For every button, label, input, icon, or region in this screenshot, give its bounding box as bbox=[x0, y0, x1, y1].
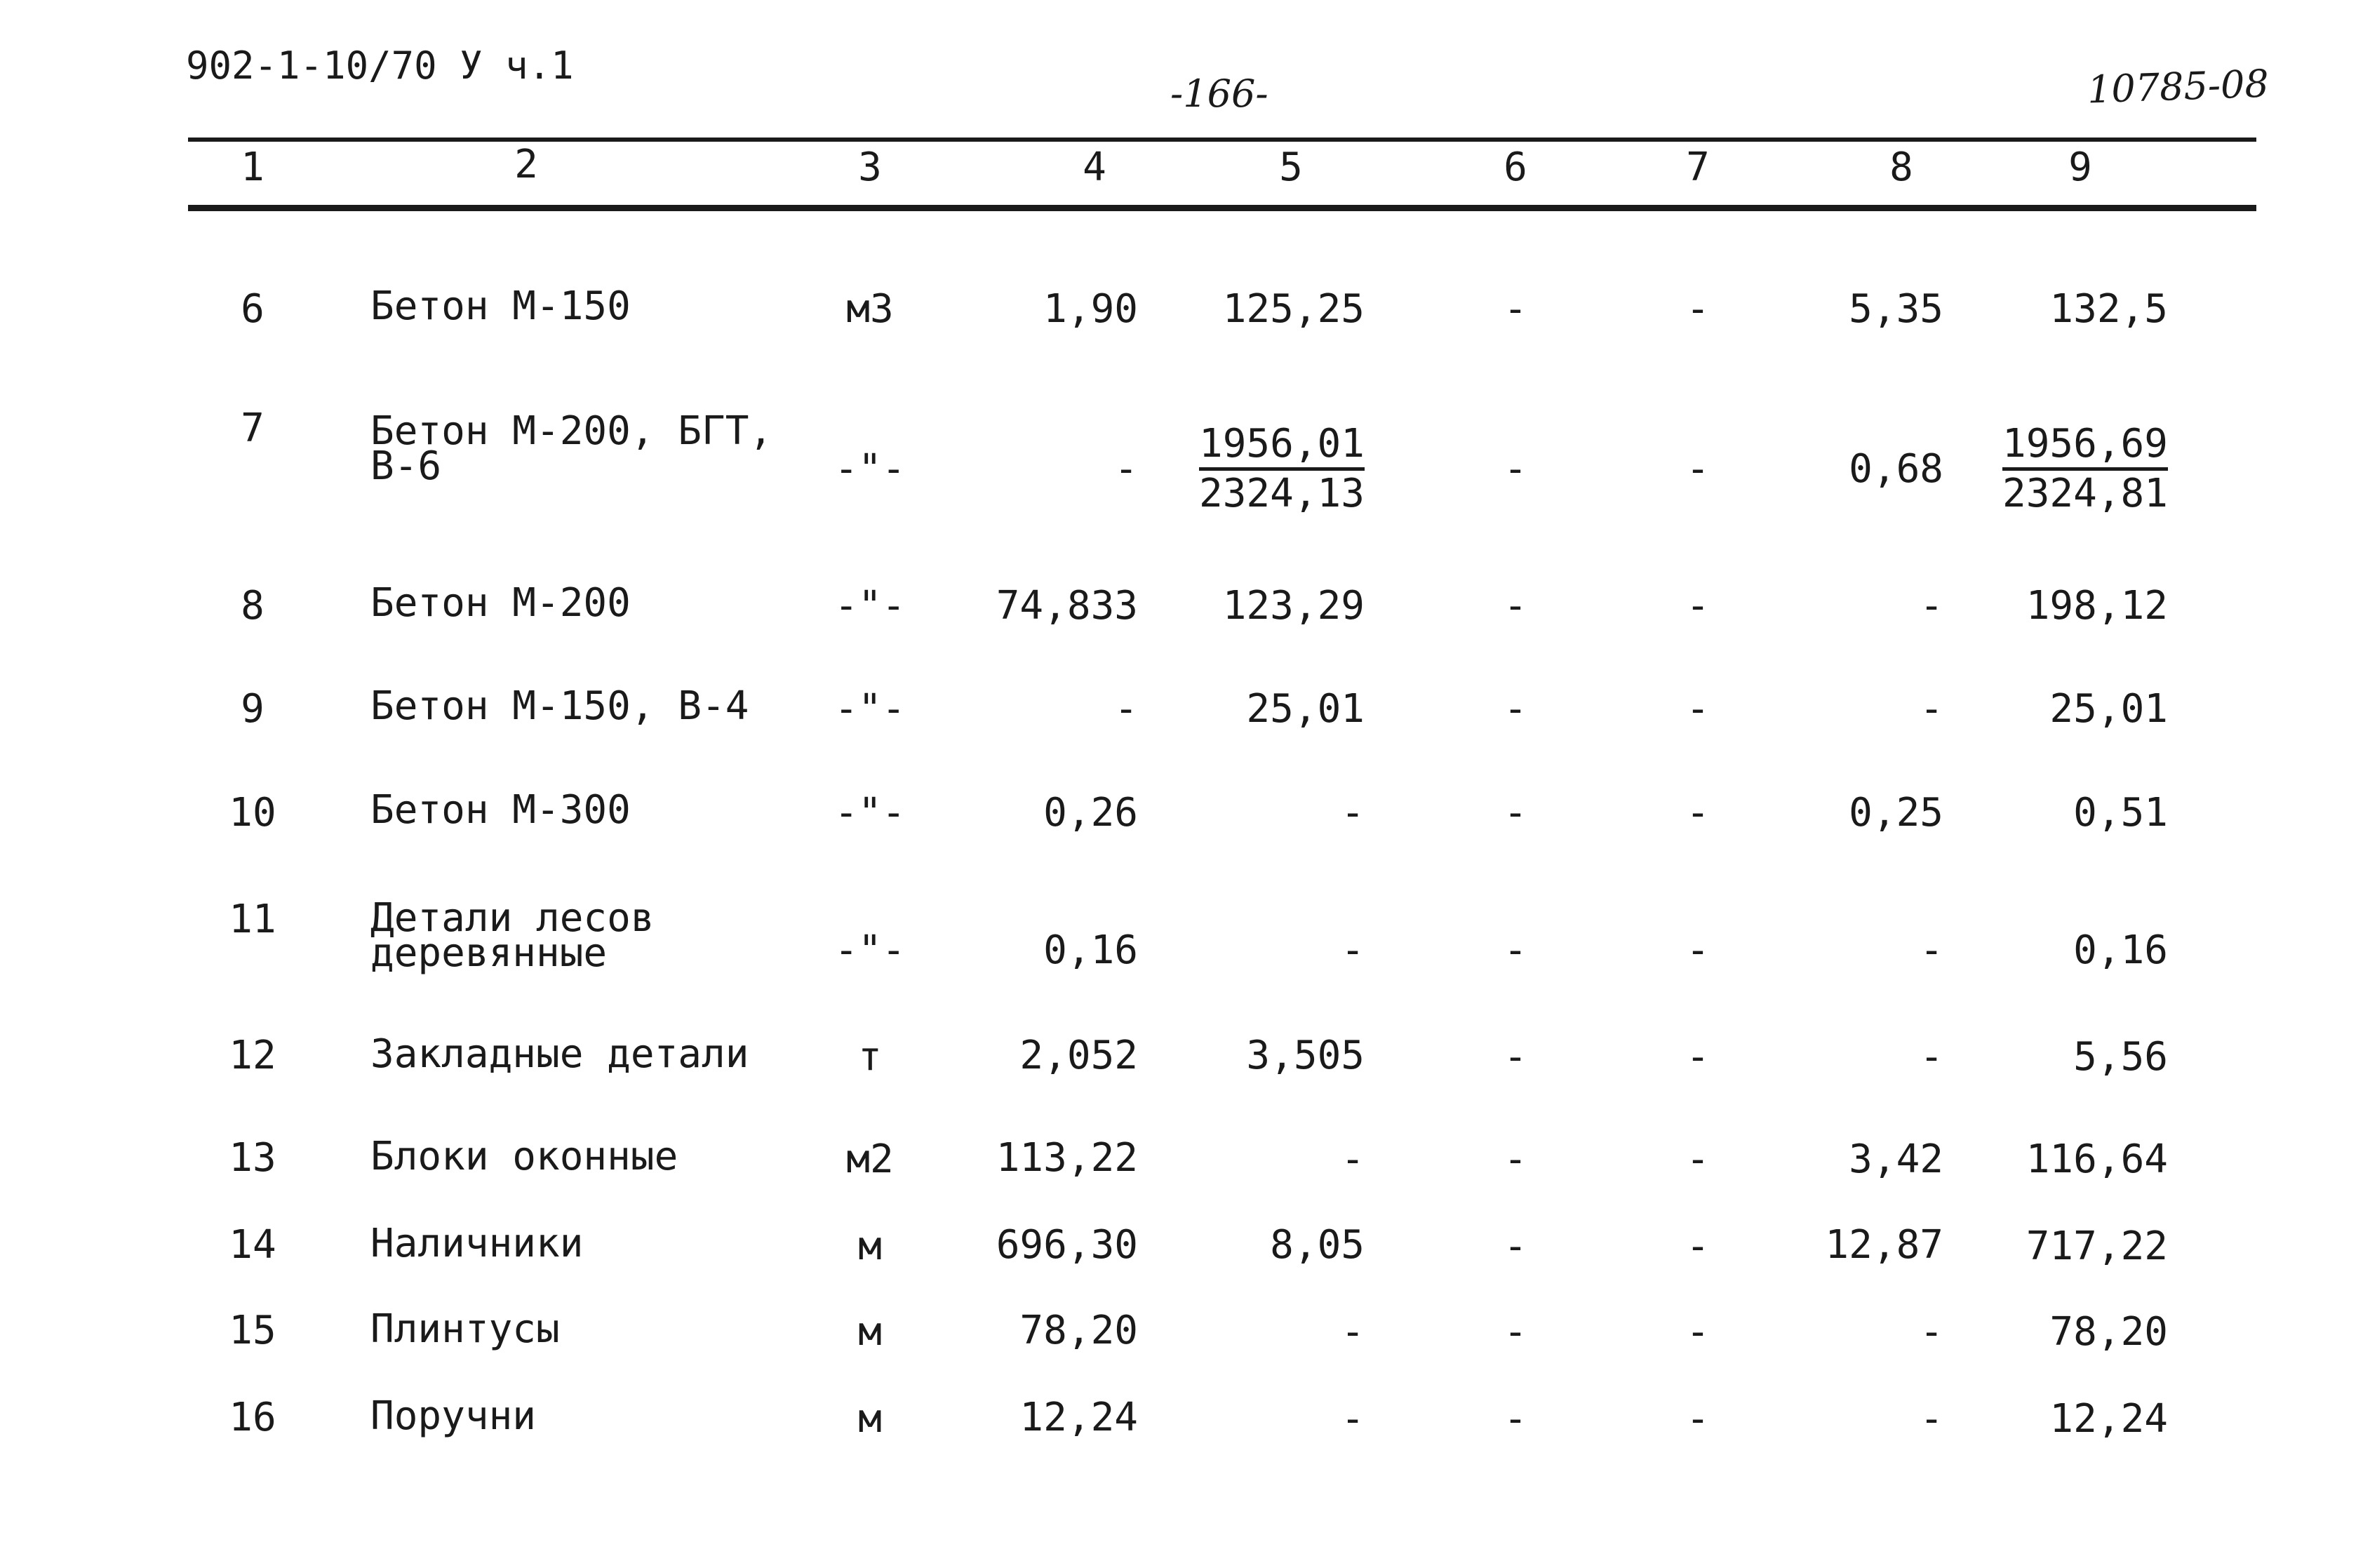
item-col8: - bbox=[1920, 1396, 1943, 1442]
item-name: Поручни bbox=[370, 1393, 537, 1439]
row-number: 12 bbox=[229, 1033, 276, 1078]
item-name: Плинтусы bbox=[370, 1306, 560, 1352]
item-unit: м bbox=[858, 1396, 882, 1442]
item-col9: 78,20 bbox=[2049, 1309, 2168, 1355]
fraction bbox=[2002, 421, 2168, 516]
item-unit: м3 bbox=[846, 286, 894, 332]
item-col7: - bbox=[1686, 927, 1710, 973]
item-col5: 8,05 bbox=[1270, 1222, 1365, 1268]
item-col8: 12,87 bbox=[1825, 1222, 1943, 1268]
column-header-1: 1 bbox=[241, 145, 265, 190]
item-col8: - bbox=[1920, 927, 1943, 973]
item-name: Бетон М-150, В-4 bbox=[370, 683, 749, 729]
fraction-numerator: 1956,69 bbox=[2002, 424, 2168, 471]
item-col9: 5,56 bbox=[2073, 1034, 2168, 1080]
item-col5: - bbox=[1341, 1309, 1365, 1355]
item-col7: - bbox=[1686, 1396, 1710, 1442]
item-col4: 74,833 bbox=[996, 583, 1138, 629]
item-col6: - bbox=[1504, 1034, 1527, 1080]
item-unit: -"- bbox=[834, 790, 906, 836]
item-col8: - bbox=[1920, 1309, 1943, 1355]
column-header-6: 6 bbox=[1504, 145, 1527, 190]
column-header-4: 4 bbox=[1083, 145, 1106, 190]
item-col6: - bbox=[1504, 1137, 1527, 1182]
item-col4: 1,90 bbox=[1043, 286, 1138, 332]
item-unit: м bbox=[858, 1309, 882, 1355]
row-number: 8 bbox=[241, 583, 265, 629]
item-name: Бетон М-200 bbox=[370, 580, 631, 626]
item-col5: - bbox=[1341, 927, 1365, 973]
item-col9: 116,64 bbox=[2026, 1137, 2168, 1182]
fraction-denominator: 2324,81 bbox=[2002, 471, 2168, 516]
header-rule-bottom bbox=[188, 205, 2256, 211]
item-col6: - bbox=[1504, 1309, 1527, 1355]
item-col5: 3,505 bbox=[1246, 1033, 1365, 1078]
item-col6: - bbox=[1504, 927, 1527, 973]
item-col6: - bbox=[1504, 446, 1527, 492]
item-name: Бетон М-200, БГТ, В-6 bbox=[370, 408, 773, 489]
item-col4: 2,052 bbox=[1019, 1033, 1138, 1078]
item-col4: - bbox=[1114, 446, 1138, 492]
item-col7: - bbox=[1686, 686, 1710, 732]
column-header-2: 2 bbox=[514, 142, 538, 187]
item-col7: - bbox=[1686, 1224, 1710, 1269]
column-header-7: 7 bbox=[1686, 145, 1710, 190]
item-col8: 0,25 bbox=[1849, 790, 1943, 836]
row-number: 14 bbox=[229, 1222, 276, 1268]
item-col4: 12,24 bbox=[1019, 1395, 1138, 1440]
row-number: 16 bbox=[229, 1395, 276, 1440]
item-col4: 113,22 bbox=[996, 1135, 1138, 1181]
item-col9: 0,51 bbox=[2073, 790, 2168, 836]
item-unit: м2 bbox=[846, 1137, 894, 1182]
header-rule-top bbox=[188, 138, 2256, 142]
item-unit: т bbox=[858, 1034, 882, 1080]
item-col5: - bbox=[1341, 1396, 1365, 1442]
item-col9 bbox=[1964, 421, 2168, 516]
item-name: Наличники bbox=[370, 1221, 584, 1266]
item-col6: - bbox=[1504, 583, 1527, 629]
item-col9: 25,01 bbox=[2049, 686, 2168, 732]
item-unit: м bbox=[858, 1224, 882, 1269]
item-col7: - bbox=[1686, 790, 1710, 836]
item-col8: 3,42 bbox=[1849, 1137, 1943, 1182]
item-name: Бетон М-150 bbox=[370, 283, 631, 329]
item-unit: -"- bbox=[834, 583, 906, 629]
item-col5: - bbox=[1341, 790, 1365, 836]
item-col6: - bbox=[1504, 686, 1527, 732]
item-col4: 696,30 bbox=[996, 1222, 1138, 1268]
item-unit: -"- bbox=[834, 927, 906, 973]
item-col7: - bbox=[1686, 286, 1710, 332]
item-col4: 0,16 bbox=[1043, 927, 1138, 973]
item-col6: - bbox=[1504, 790, 1527, 836]
column-header-8: 8 bbox=[1889, 145, 1913, 190]
item-col5: 25,01 bbox=[1246, 686, 1365, 732]
item-col8: - bbox=[1920, 1034, 1943, 1080]
page-number: -166- bbox=[1170, 72, 1268, 116]
fraction-denominator: 2324,13 bbox=[1198, 471, 1365, 516]
item-col5 bbox=[1165, 421, 1365, 516]
item-unit: -"- bbox=[834, 446, 906, 492]
column-header-3: 3 bbox=[858, 145, 882, 190]
item-col5: - bbox=[1341, 1137, 1365, 1182]
item-name: Бетон М-300 bbox=[370, 787, 631, 833]
item-col4: - bbox=[1114, 686, 1138, 732]
row-number: 10 bbox=[229, 790, 276, 836]
item-col4: 78,20 bbox=[1019, 1308, 1138, 1353]
row-number: 9 bbox=[241, 686, 265, 732]
item-col7: - bbox=[1686, 1137, 1710, 1182]
item-col7: - bbox=[1686, 1034, 1710, 1080]
item-col8: - bbox=[1920, 583, 1943, 629]
item-name: Детали лесов деревянные bbox=[370, 895, 655, 976]
item-col6: - bbox=[1504, 286, 1527, 332]
item-col9: 132,5 bbox=[2049, 286, 2168, 332]
fraction-numerator: 1956,01 bbox=[1199, 424, 1365, 471]
item-col7: - bbox=[1686, 446, 1710, 492]
item-col8: 0,68 bbox=[1849, 446, 1943, 492]
row-number: 6 bbox=[241, 286, 265, 332]
item-col9: 12,24 bbox=[2049, 1396, 2168, 1442]
column-header-5: 5 bbox=[1279, 145, 1303, 190]
item-col9: 717,22 bbox=[2026, 1224, 2168, 1269]
item-name: Закладные детали bbox=[370, 1031, 749, 1077]
row-number: 7 bbox=[241, 406, 265, 451]
row-number: 13 bbox=[229, 1135, 276, 1181]
item-col9: 0,16 bbox=[2073, 927, 2168, 973]
item-col8: - bbox=[1920, 686, 1943, 732]
item-col4: 0,26 bbox=[1043, 790, 1138, 836]
item-col5: 125,25 bbox=[1222, 286, 1365, 332]
item-col8: 5,35 bbox=[1849, 286, 1943, 332]
item-col6: - bbox=[1504, 1396, 1527, 1442]
document-number: 10785-08 bbox=[2086, 61, 2270, 112]
item-col7: - bbox=[1686, 583, 1710, 629]
item-unit: -"- bbox=[834, 686, 906, 732]
column-header-9: 9 bbox=[2068, 145, 2092, 190]
item-name: Блоки оконные bbox=[370, 1134, 678, 1179]
row-number: 15 bbox=[229, 1308, 276, 1353]
fraction bbox=[1198, 421, 1365, 516]
document-code: 902-1-10/70 У ч.1 bbox=[186, 43, 574, 88]
item-col5: 123,29 bbox=[1222, 583, 1365, 629]
item-col6: - bbox=[1504, 1224, 1527, 1269]
row-number: 11 bbox=[229, 897, 276, 942]
item-col9: 198,12 bbox=[2026, 583, 2168, 629]
item-col7: - bbox=[1686, 1309, 1710, 1355]
